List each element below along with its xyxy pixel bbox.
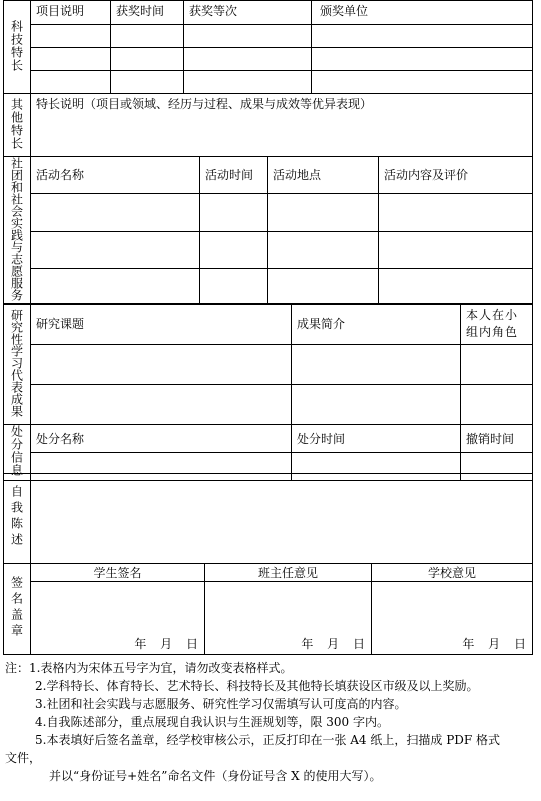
research-cell[interactable] (31, 345, 292, 385)
social-table (3, 156, 533, 305)
tech-cell[interactable] (31, 25, 111, 48)
note-line: 2.学科特长、体育特长、艺术特长、科技特长及其他特长填获设区市级及以上奖励。 (35, 679, 479, 693)
header-research-topic: 研究课题 (31, 304, 292, 345)
section-social: 社团和社会实践与志愿服务 (4, 157, 31, 305)
header-award-org: 颁奖单位 (312, 1, 533, 25)
section-self: 自我陈述 (4, 474, 31, 564)
tech-cell[interactable] (312, 25, 533, 48)
header-activity-content: 活动内容及评价 (379, 157, 533, 194)
tech-cell[interactable] (312, 71, 533, 94)
header-activity-time: 活动时间 (200, 157, 268, 194)
sign-table (3, 563, 533, 655)
header-punish-time: 处分时间 (292, 425, 461, 453)
form-table (3, 0, 533, 94)
note-line: 文件， (5, 751, 42, 765)
research-cell[interactable] (461, 345, 533, 385)
note-line: 注：1.表格内为宋体五号字为宜，请勿改变表格样式。 (5, 661, 293, 675)
date-label: 年 月 日 (134, 637, 198, 651)
tech-cell[interactable] (184, 48, 312, 71)
header-project-desc: 项目说明 (31, 1, 111, 25)
header-revoke-time: 撤销时间 (461, 425, 533, 453)
student-sign-area[interactable] (31, 582, 205, 655)
tech-cell[interactable] (184, 71, 312, 94)
social-cell[interactable] (268, 268, 379, 304)
social-cell[interactable] (200, 194, 268, 231)
research-cell[interactable] (31, 385, 292, 425)
research-punish-table (3, 303, 533, 481)
header-student-sign: 学生签名 (31, 564, 205, 582)
note-line: 3.社团和社会实践与志愿服务、研究性学习仅需填写认可度高的内容。 (35, 697, 407, 711)
self-table (3, 473, 533, 564)
section-sign: 签名盖章 (4, 564, 31, 655)
header-punish-name: 处分名称 (31, 425, 292, 453)
tech-cell[interactable] (312, 48, 533, 71)
section-punish: 处分信息 (4, 425, 31, 481)
date-label: 年 月 日 (301, 637, 365, 651)
social-cell[interactable] (200, 231, 268, 268)
header-activity-name: 活动名称 (31, 157, 200, 194)
social-cell[interactable] (268, 231, 379, 268)
section-research: 研究性学习代表成果 (4, 304, 31, 425)
tech-cell[interactable] (111, 48, 184, 71)
note-line: 并以“身份证号+姓名”命名文件（身份证号含 X 的使用大写）。 (49, 769, 382, 783)
social-cell[interactable] (268, 194, 379, 231)
social-cell[interactable] (31, 194, 200, 231)
header-result-summary: 成果简介 (292, 304, 461, 345)
research-cell[interactable] (292, 345, 461, 385)
section-tech: 科技特长 (4, 1, 31, 94)
research-cell[interactable] (292, 385, 461, 425)
social-cell[interactable] (379, 231, 533, 268)
other-table (3, 93, 533, 157)
social-cell[interactable] (200, 268, 268, 304)
date-label: 年 月 日 (462, 637, 526, 651)
social-cell[interactable] (379, 268, 533, 304)
social-cell[interactable] (379, 194, 533, 231)
header-teacher-opinion: 班主任意见 (205, 564, 372, 582)
header-activity-place: 活动地点 (268, 157, 379, 194)
tech-cell[interactable] (111, 71, 184, 94)
other-specialty-desc[interactable]: 特长说明（项目或领域、经历与过程、成果与成效等优异表现） (31, 94, 533, 157)
social-cell[interactable] (31, 231, 200, 268)
header-school-opinion: 学校意见 (372, 564, 533, 582)
research-cell[interactable] (461, 385, 533, 425)
school-opinion-area[interactable] (372, 582, 533, 655)
tech-cell[interactable] (111, 25, 184, 48)
tech-cell[interactable] (31, 71, 111, 94)
teacher-opinion-area[interactable] (205, 582, 372, 655)
header-award-time: 获奖时间 (111, 1, 184, 25)
social-cell[interactable] (31, 268, 200, 304)
note-line: 4.自我陈述部分，重点展现自我认识与生涯规划等，限 300 字内。 (35, 715, 389, 729)
tech-cell[interactable] (184, 25, 312, 48)
self-statement-area[interactable] (31, 474, 533, 564)
header-award-level: 获奖等次 (184, 1, 312, 25)
note-line: 5.本表填好后签名盖章，经学校审核公示，正反打印在一张 A4 纸上，扫描成 PDF 格式 (35, 733, 501, 747)
section-other: 其他特长 (4, 94, 31, 157)
notes (5, 659, 535, 785)
header-group-role: 本人在小组内角色 (461, 304, 533, 345)
tech-cell[interactable] (31, 48, 111, 71)
